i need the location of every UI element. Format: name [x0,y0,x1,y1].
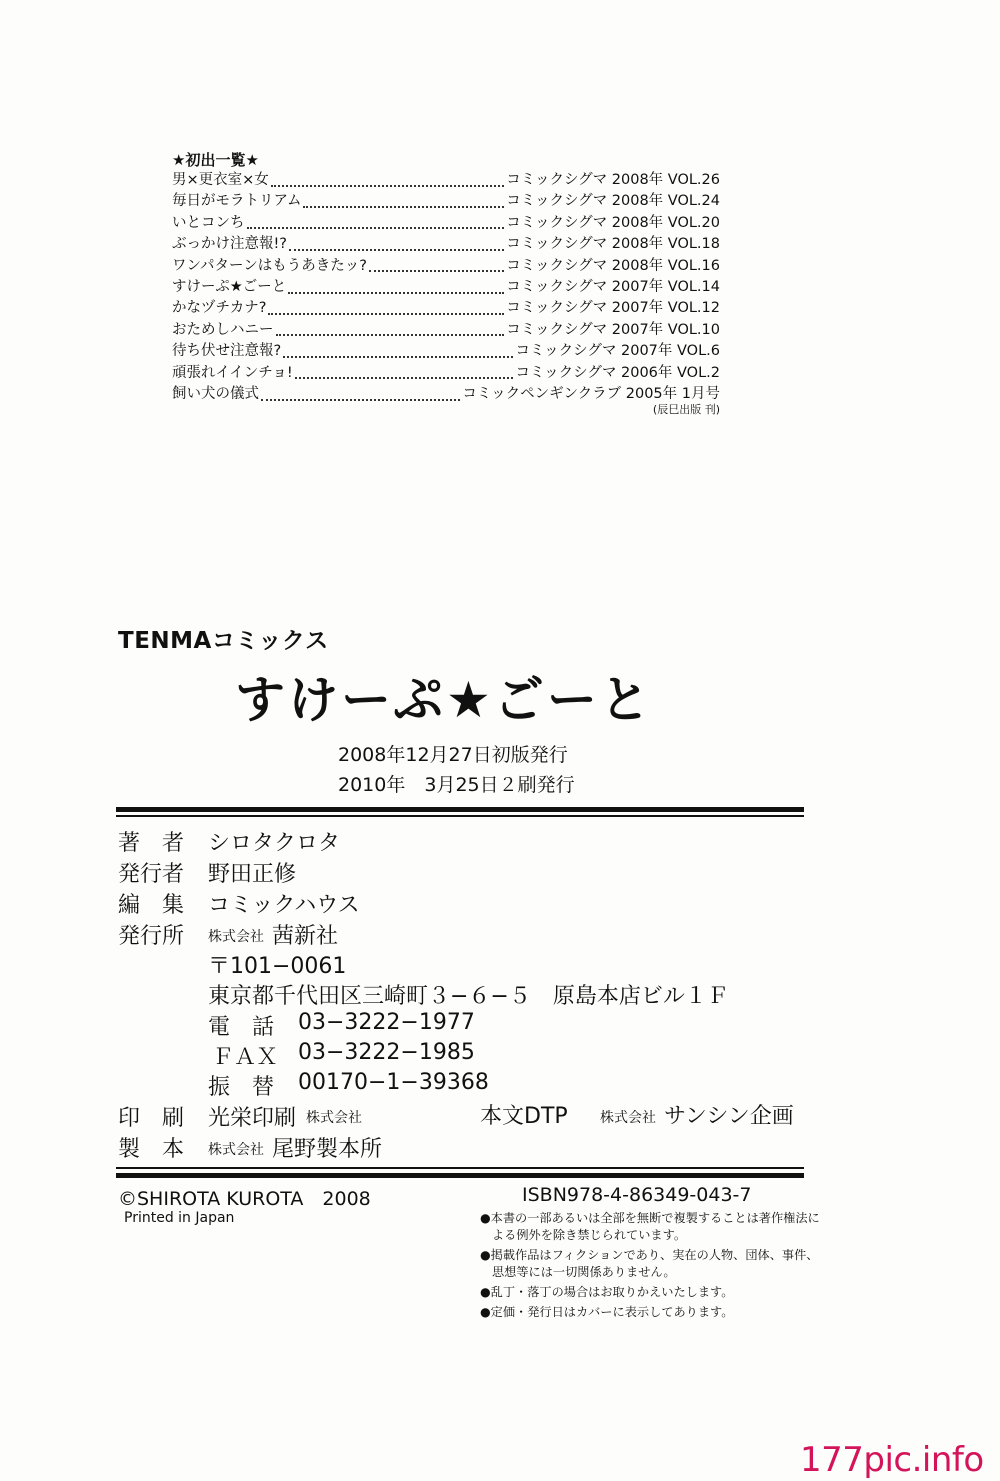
story-title: 頑張れイインチョ! [172,364,293,381]
printed-in-japan: Printed in Japan [124,1210,235,1226]
first-appearance-item [172,213,720,234]
story-source: コミックシグマ 2008年 VOL.16 [506,257,720,274]
dtp-prefix: 株式会社 [600,1110,656,1126]
first-appearance-list [172,150,732,417]
second-print-date: 2010年 3月25日２刷発行 [338,774,575,796]
first-appearance-item [172,298,720,319]
dtp-name: サンシン企画 [664,1104,794,1129]
first-edition-date: 2008年12月27日初版発行 [338,744,568,766]
story-source: コミックシグマ 2007年 VOL.14 [506,278,720,295]
first-appearance-item [172,234,720,255]
leader-dots [261,389,460,401]
author-name: シロタクロタ [208,831,341,856]
postal-code: 〒101−0061 [208,954,347,979]
story-title: 毎日がモラトリアム [172,193,302,210]
notice-fiction: ●掲載作品はフィクションであり、実在の人物、団体、事件、思想等には一切関係ありません。 [480,1248,819,1279]
fax-number: 03−3222−1985 [298,1040,475,1065]
binding-prefix: 株式会社 [208,1142,264,1158]
transfer-number: 00170−1−39368 [298,1070,489,1095]
leader-dots [369,260,504,272]
transfer-label: 振 替 [208,1075,275,1100]
editor-name: コミックハウス [208,893,360,918]
isbn: ISBN978-4-86349-043-7 [522,1184,752,1206]
first-appearance-rows [172,170,732,405]
story-source: コミックシグマ 2008年 VOL.18 [506,236,720,253]
publisher-name: 茜新社 [272,924,339,949]
book-title: すけーぷ★ごーと [235,671,653,729]
copyright: ©SHIROTA KUROTA 2008 [118,1188,371,1210]
story-title: かなヅチカナ? [172,300,267,317]
fax-label: ＦＡＸ [212,1045,279,1070]
story-source: コミックシグマ 2008年 VOL.26 [506,172,720,188]
publisher-person-label: 発行者 [118,862,185,887]
leader-dots [271,175,504,187]
tel-number: 03−3222−1977 [298,1010,475,1035]
legal-notices [480,1210,820,1324]
leader-dots [289,239,504,251]
story-source: コミックシグマ 2007年 VOL.12 [506,300,720,317]
divider-thin-bottom [116,1167,804,1169]
story-source: コミックペンギンクラブ 2005年 1月号 [462,385,720,402]
leader-dots [295,367,514,379]
leader-dots [303,196,504,208]
divider-thick [116,807,804,812]
first-appearance-item [172,170,720,191]
first-appearance-item [172,256,720,277]
story-title: ぶっかけ注意報!? [172,236,288,253]
publisher-person-name: 野田正修 [208,862,297,887]
editor-label: 編 集 [118,893,185,918]
author-label: 著 者 [118,831,185,856]
story-title: すけーぷ★ごーと [172,278,287,295]
tel-label: 電 話 [208,1015,275,1040]
notice-copy: ●本書の一部あるいは全部を無断で複製することは著作権法による例外を除き禁じられています。 [480,1211,820,1242]
notice-defects: ●乱丁・落丁の場合はお取りかえいたします。 [480,1285,734,1299]
first-appearance-item [172,191,720,212]
leader-dots [268,303,504,315]
story-title: おためしハニー [172,321,274,338]
story-title: 待ち伏せ注意報? [172,343,282,360]
publisher-label: 発行所 [118,924,185,949]
notice-price: ●定価・発行日はカバーに表示してあります。 [480,1305,734,1319]
first-appearance-item [172,363,720,384]
site-watermark: 177pic.info [800,1440,984,1480]
first-appearance-heading: ★初出一覧★ [172,151,259,169]
printer-name: 光栄印刷 [208,1106,297,1131]
divider-thick-bottom [116,1173,804,1178]
address: 東京都千代田区三崎町３−６−５ 原島本店ビル１Ｆ [208,984,729,1009]
story-source: コミックシグマ 2006年 VOL.2 [515,364,720,381]
printer-suffix: 株式会社 [306,1110,362,1126]
first-appearance-item [172,320,720,341]
publisher-prefix: 株式会社 [208,929,264,945]
story-source: コミックシグマ 2007年 VOL.10 [506,321,720,338]
first-appearance-item [172,341,720,362]
dtp-label: 本文DTP [480,1104,568,1129]
story-title: 飼い犬の儀式 [172,385,259,402]
leader-dots [283,346,513,358]
story-title: いとコンち [172,214,245,231]
leader-dots [276,324,505,336]
leader-dots [288,282,504,294]
binding-label: 製 本 [118,1137,185,1162]
story-title: ワンパターンはもうあきたッ? [172,257,367,274]
story-source: コミックシグマ 2008年 VOL.20 [506,214,720,231]
divider-thin [116,815,804,817]
binding-name: 尾野製本所 [272,1137,383,1162]
print-label: 印 刷 [118,1106,185,1131]
story-source: コミックシグマ 2008年 VOL.24 [506,193,720,210]
story-title: 男×更衣室×女 [172,172,269,188]
story-source: コミックシグマ 2007年 VOL.6 [515,343,720,360]
series-label: TENMAコミックス [118,628,329,654]
leader-dots [247,217,505,229]
publisher-note: (辰巳出版 刊) [652,403,720,417]
first-appearance-item [172,277,720,298]
